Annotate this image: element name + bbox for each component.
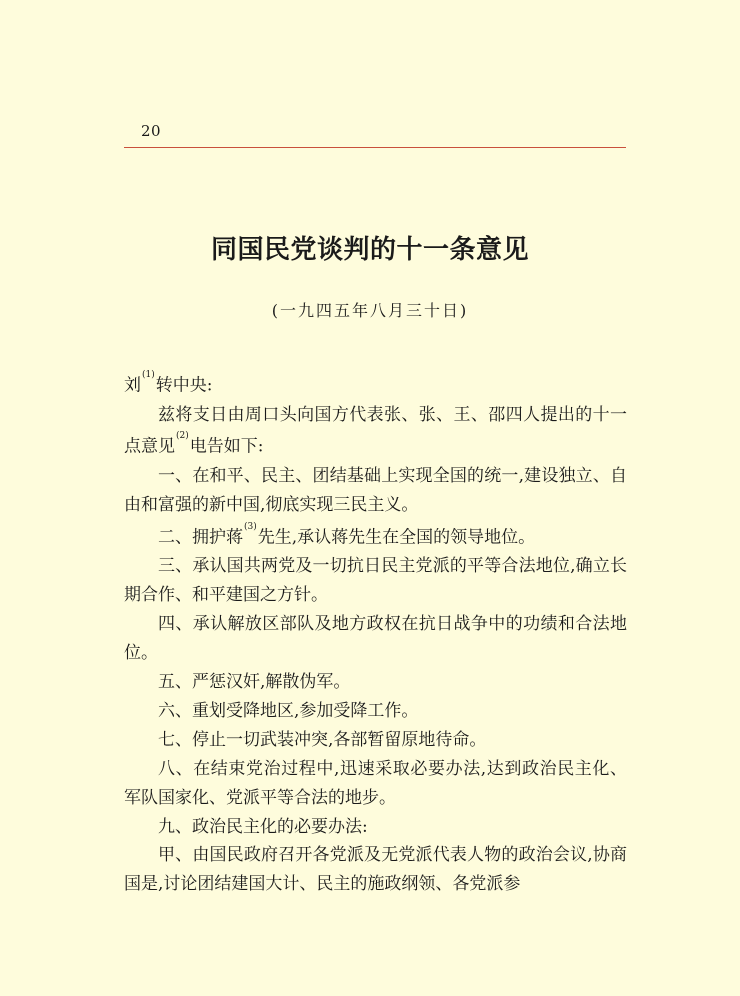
point-5: 五、严惩汉奸,解散伪军。 [158, 672, 351, 693]
intro-text: 兹将支日由周口头向国方代表张、张、王、邵四人提出的十一点意见 [124, 404, 627, 458]
salutation-rest: 转中央: [155, 375, 213, 396]
point-9-a: 甲、由国民政府召开各党派及无党派代表人物的政治会议,协商国是,讨论团结建国大计、民主的施政纲领、各党派参 [124, 845, 627, 895]
footnote-ref-3: (3) [244, 521, 257, 532]
salutation [124, 368, 627, 401]
intro-paragraph [124, 401, 627, 462]
document-date: (一九四五年八月三十日) [271, 301, 469, 320]
footnote-ref-2: (2) [176, 431, 189, 442]
intro-text-end: 电告如下: [189, 437, 264, 458]
document-body [124, 368, 627, 899]
point-9: 九、政治民主化的必要办法: [158, 816, 368, 837]
point-7: 七、停止一切武装冲突,各部暂留原地待命。 [158, 729, 487, 750]
point-2-text: 二、拥护蒋 [158, 527, 243, 548]
point-8: 八、在结束党治过程中,迅速采取必要办法,达到政治民主化、军队国家化、党派平等合法的地步。 [124, 758, 627, 808]
point-1: 一、在和平、民主、团结基础上实现全国的统一,建设独立、自由和富强的新中国,彻底实现三民主义。 [124, 466, 627, 515]
footnote-ref-1: (1) [142, 370, 155, 380]
page-number: 20 [141, 122, 162, 140]
point-2-text-end: 先生,承认蒋先生在全国的领导地位。 [257, 527, 536, 548]
point-2 [124, 520, 627, 553]
point-6: 六、重划受降地区,参加受降工作。 [158, 700, 419, 721]
point-4: 四、承认解放区部队及地方政权在抗日战争中的功绩和合法地位。 [124, 614, 627, 664]
point-3: 三、承认国共两党及一切抗日民主党派的平等合法地位,确立长期合作、和平建国之方针。 [124, 556, 627, 606]
salutation-name: 刘 [124, 375, 141, 396]
header-rule [124, 147, 626, 148]
document-title: 同国民党谈判的十一条意见 [210, 235, 529, 265]
